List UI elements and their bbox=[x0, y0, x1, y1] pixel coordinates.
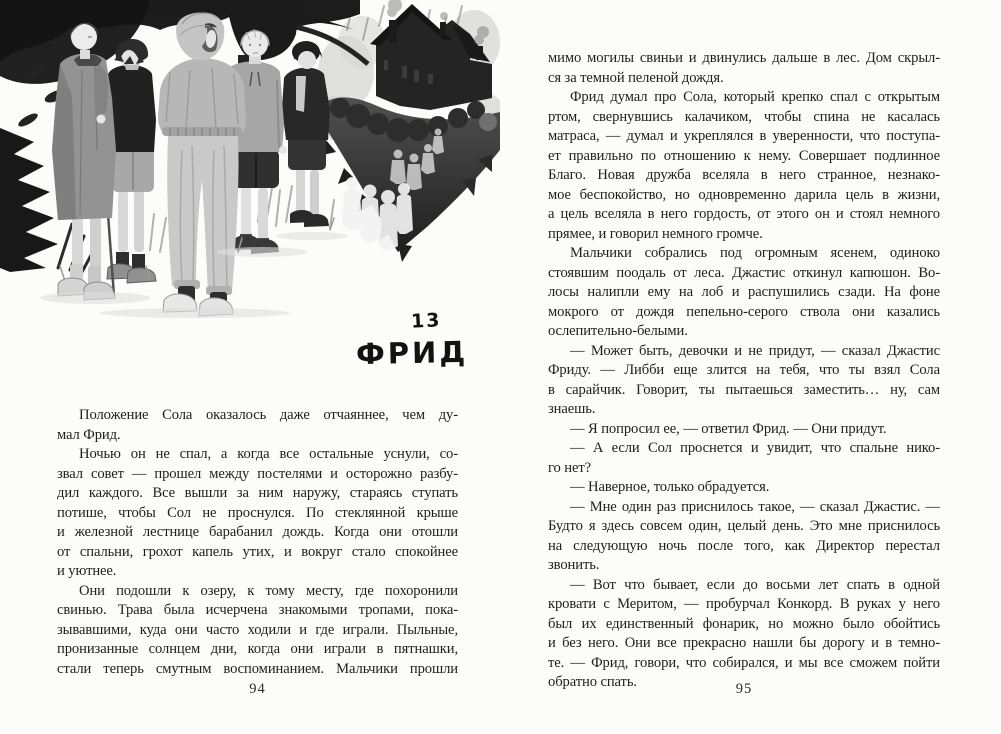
chapter-number: 13 bbox=[410, 309, 443, 333]
text-line: зывавшими, куда они часто ходили и где играли. Пыльные, bbox=[57, 621, 458, 638]
text-line: прямее, и говорил немного громче. bbox=[548, 225, 763, 242]
text-line: Будто я здесь совсем один, целый день. Это мне приснилось bbox=[548, 518, 940, 534]
text-line: ет правильно по отношению к нему. Совершает подлинное bbox=[548, 147, 940, 164]
text-line: обратно спать. bbox=[548, 674, 637, 690]
text-line: — Наверное, только обрадуется. bbox=[570, 479, 770, 495]
text-line: и без него. Они все прекрасно нашли бы дорогу и в темно- bbox=[548, 635, 940, 651]
text-line: и уютнее. bbox=[57, 563, 117, 579]
boy-figure-3 bbox=[158, 12, 246, 316]
text-line: был их единственный фонарик, но можно было обойтись bbox=[548, 615, 940, 632]
page-left bbox=[0, 0, 500, 734]
text-line: Они подошли к озеру, к тому месту, где похоронили bbox=[79, 582, 458, 599]
text-line: стали теперь смутным воспоминанием. Мальчики прошли bbox=[57, 660, 458, 677]
text-line: звонить. bbox=[548, 557, 600, 573]
text-line: а цель вселяла в него гордость, от этого он и стоял немного bbox=[548, 206, 940, 222]
text-line: звал совет — прошел между постелями и осторожно разбу- bbox=[57, 465, 458, 482]
text-line: знаешь. bbox=[548, 401, 596, 417]
text-line: Мальчики собрались под огромным ясенем, одиноко bbox=[570, 245, 940, 261]
text-line: мое беспокойство, но одновременно дарила цель в жизни, bbox=[548, 186, 940, 203]
left-page-text bbox=[57, 406, 458, 679]
text-line: го нет? bbox=[548, 459, 592, 476]
text-line: свинью. Трава была исчерчена знакомыми тропами, пока- bbox=[57, 602, 458, 618]
text-line: на следующую ночь после того, как Директор перестал bbox=[548, 537, 940, 554]
text-line: — Может быть, девочки и не придут, — сказал Джастис bbox=[570, 342, 940, 359]
text-line: Фрид думал про Сола, который крепко спал с открытым bbox=[570, 89, 940, 105]
text-line: пронизанные солнцем дни, когда они играли в пятнашки, bbox=[57, 641, 458, 657]
text-line: Благо. Новая дружба вселяла в него странное, незнако- bbox=[548, 167, 940, 183]
text-line: — А если Сол проснется и увидит, что спальне нико- bbox=[570, 440, 940, 456]
page-number-right: 95 bbox=[735, 681, 753, 697]
text-line: и железной лестнице барабанил дождь. Когда они отошли bbox=[57, 524, 458, 540]
text-line: те. — Фрид, говори, что собирался, и мы все сможем пойти bbox=[548, 654, 940, 671]
text-line: Положение Сола оказалось даже отчаяннее, чем ду- bbox=[79, 407, 458, 423]
text-line: Ночью он не спал, а когда все остальные уснули, со- bbox=[79, 446, 458, 462]
text-line: от спальни, грохот капель утих, и вокруг стало спокойнее bbox=[57, 543, 458, 560]
text-line: ртом, свернувшись калачиком, чтобы спина не касалась bbox=[548, 108, 940, 125]
text-line: — Мне один раз приснилось такое, — сказал Джастис. — bbox=[570, 498, 940, 515]
text-line: матраса, — думал и укреплялся в уверенности, что поступа- bbox=[548, 128, 940, 144]
text-line: лосы налипли ему на лоб и распушились сзади. На фоне bbox=[548, 284, 940, 300]
page-number-left: 94 bbox=[249, 681, 266, 697]
right-page-text bbox=[548, 49, 940, 693]
text-line: стоявшим поодаль от леса. Джастис откинул капюшон. Во- bbox=[548, 264, 940, 281]
chapter-illustration bbox=[0, 0, 500, 318]
text-line: ослепительно-белыми. bbox=[548, 323, 688, 339]
page-right bbox=[500, 0, 1001, 734]
text-line: — Я попросил ее, — ответил Фрид. — Они придут. bbox=[570, 420, 887, 437]
text-line: мимо могилы свиньи и двинулись дальше в лес. Дом скрыл- bbox=[548, 50, 940, 66]
text-line: мокрого от дождя пепельно-серого ствола они казались bbox=[548, 303, 940, 320]
text-line: кровати с Меритом, — пробурчал Конкорд. В руках у него bbox=[548, 596, 940, 612]
text-line: потише, чтобы Сол не проснулся. По стеклянной крыше bbox=[57, 504, 458, 521]
text-line: Фриду. — Либби еще злится на тебя, что ты взял Сола bbox=[548, 362, 940, 378]
text-line: в сарайчик. Говорит, ты пытаешься заместить… ну, сам bbox=[548, 381, 940, 398]
text-line: ся за темной пеленой дождя. bbox=[548, 69, 724, 86]
text-line: дил каждого. Все вышли за ним наружу, стараясь ступать bbox=[57, 485, 458, 501]
chapter-title: ФРИД bbox=[355, 334, 469, 372]
text-line: — Вот что бывает, если до восьми лет спать в одной bbox=[570, 576, 940, 593]
text-line: мал Фрид. bbox=[57, 426, 121, 443]
